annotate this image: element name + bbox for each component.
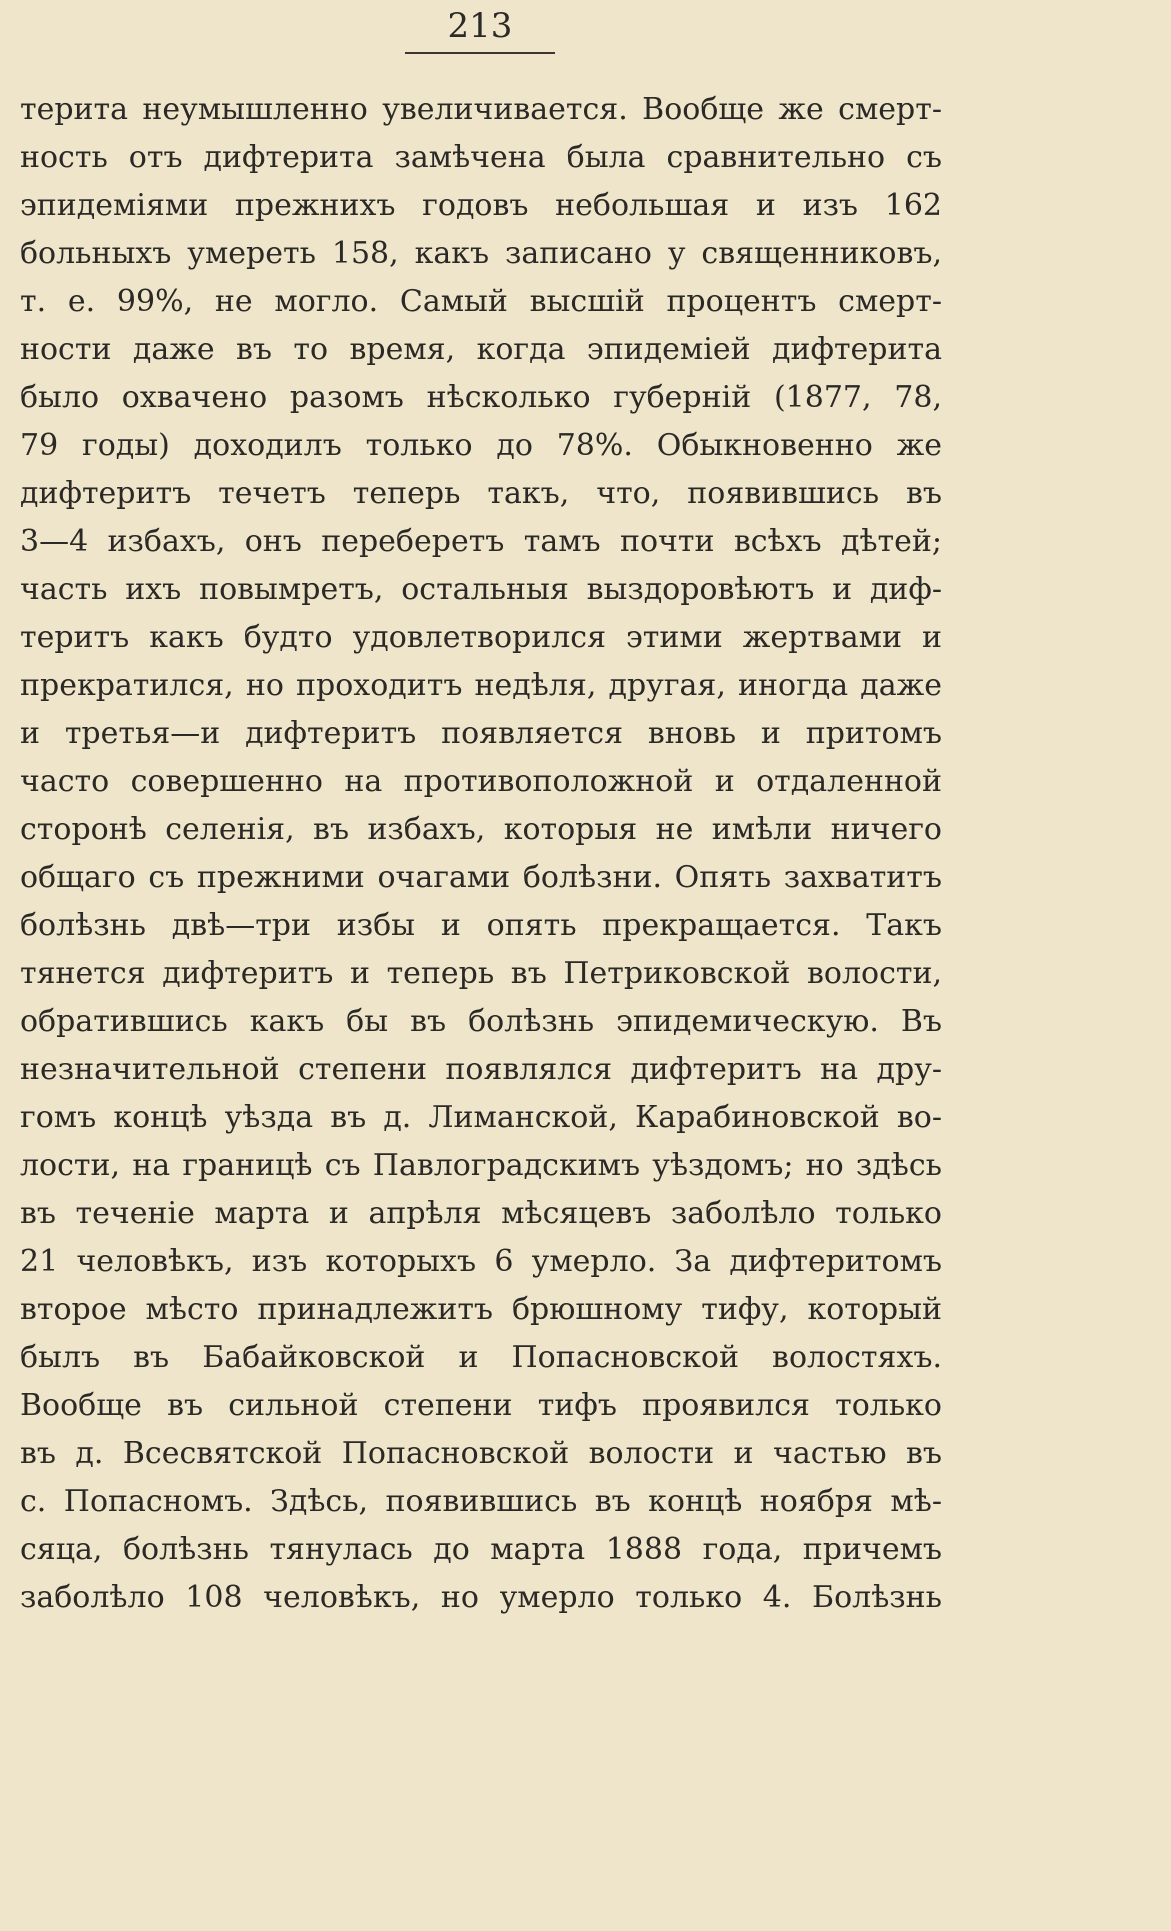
text-line: сторонѣ селенія, въ избахъ, которыя не имѣли ничего — [20, 812, 942, 847]
text-line: часто совершенно на противоположной и отдаленной — [20, 764, 942, 799]
text-line: 21 человѣкъ, изъ которыхъ 6 умерло. За дифтеритомъ — [20, 1244, 942, 1279]
text-line: эпидеміями прежнихъ годовъ небольшая и изъ 162 — [20, 188, 942, 223]
text-line: с. Попасномъ. Здѣсь, появившись въ концѣ ноября мѣ- — [20, 1484, 942, 1519]
text-line: второе мѣсто принадлежитъ брюшному тифу, который — [20, 1292, 942, 1327]
text-line: ности даже въ то время, когда эпидеміей дифтерита — [20, 332, 942, 367]
text-line: 3—4 избахъ, онъ переберетъ тамъ почти всѣхъ дѣтей; — [20, 524, 942, 559]
text-line: сяца, болѣзнь тянулась до марта 1888 года, причемъ — [20, 1532, 942, 1567]
text-line: незначительной степени появлялся дифтеритъ на дру- — [20, 1052, 942, 1087]
text-line: т. е. 99%, не могло. Самый высшій процентъ смерт- — [20, 284, 942, 319]
text-line: въ д. Всесвятской Попасновской волости и частью въ — [20, 1436, 942, 1471]
text-line: было охвачено разомъ нѣсколько губерній (1877, 78, — [20, 380, 942, 415]
text-line: ность отъ дифтерита замѣчена была сравнительно съ — [20, 140, 942, 175]
text-line: въ теченіе марта и апрѣля мѣсяцевъ заболѣло только — [20, 1196, 942, 1231]
text-line: болѣзнь двѣ—три избы и опять прекращается. Такъ — [20, 908, 942, 943]
text-line: теритъ какъ будто удовлетворился этими жертвами и — [20, 620, 942, 655]
text-line: Вообще въ сильной степени тифъ проявился только — [20, 1388, 942, 1423]
text-line: общаго съ прежними очагами болѣзни. Опять захватитъ — [20, 860, 942, 895]
text-line: больныхъ умереть 158, какъ записано у священниковъ, — [20, 236, 942, 271]
text-line: гомъ концѣ уѣзда въ д. Лиманской, Карабиновской во- — [20, 1100, 942, 1135]
text-line: часть ихъ повымретъ, остальныя выздоровѣютъ и диф- — [20, 572, 942, 607]
text-line: обратившись какъ бы въ болѣзнь эпидемическую. Въ — [20, 1004, 942, 1039]
body-text — [20, 86, 942, 1622]
text-line: заболѣло 108 человѣкъ, но умерло только 4. Болѣзнь — [20, 1580, 942, 1615]
text-line: тянется дифтеритъ и теперь въ Петриковской волости, — [20, 956, 942, 991]
text-line: терита неумышленно увеличивается. Вообще же смерт- — [20, 92, 942, 127]
header-rule — [405, 52, 555, 54]
text-line: былъ въ Бабайковской и Попасновской волостяхъ. — [20, 1340, 942, 1375]
text-line: дифтеритъ течетъ теперь такъ, что, появившись въ — [20, 476, 942, 511]
text-line: и третья—и дифтеритъ появляется вновь и притомъ — [20, 716, 942, 751]
text-line: лости, на границѣ съ Павлоградскимъ уѣздомъ; но здѣсь — [20, 1148, 942, 1183]
text-line: прекратился, но проходитъ недѣля, другая, иногда даже — [20, 668, 942, 703]
page-number: 213 — [447, 6, 513, 46]
text-line: 79 годы) доходилъ только до 78%. Обыкновенно же — [20, 428, 942, 463]
